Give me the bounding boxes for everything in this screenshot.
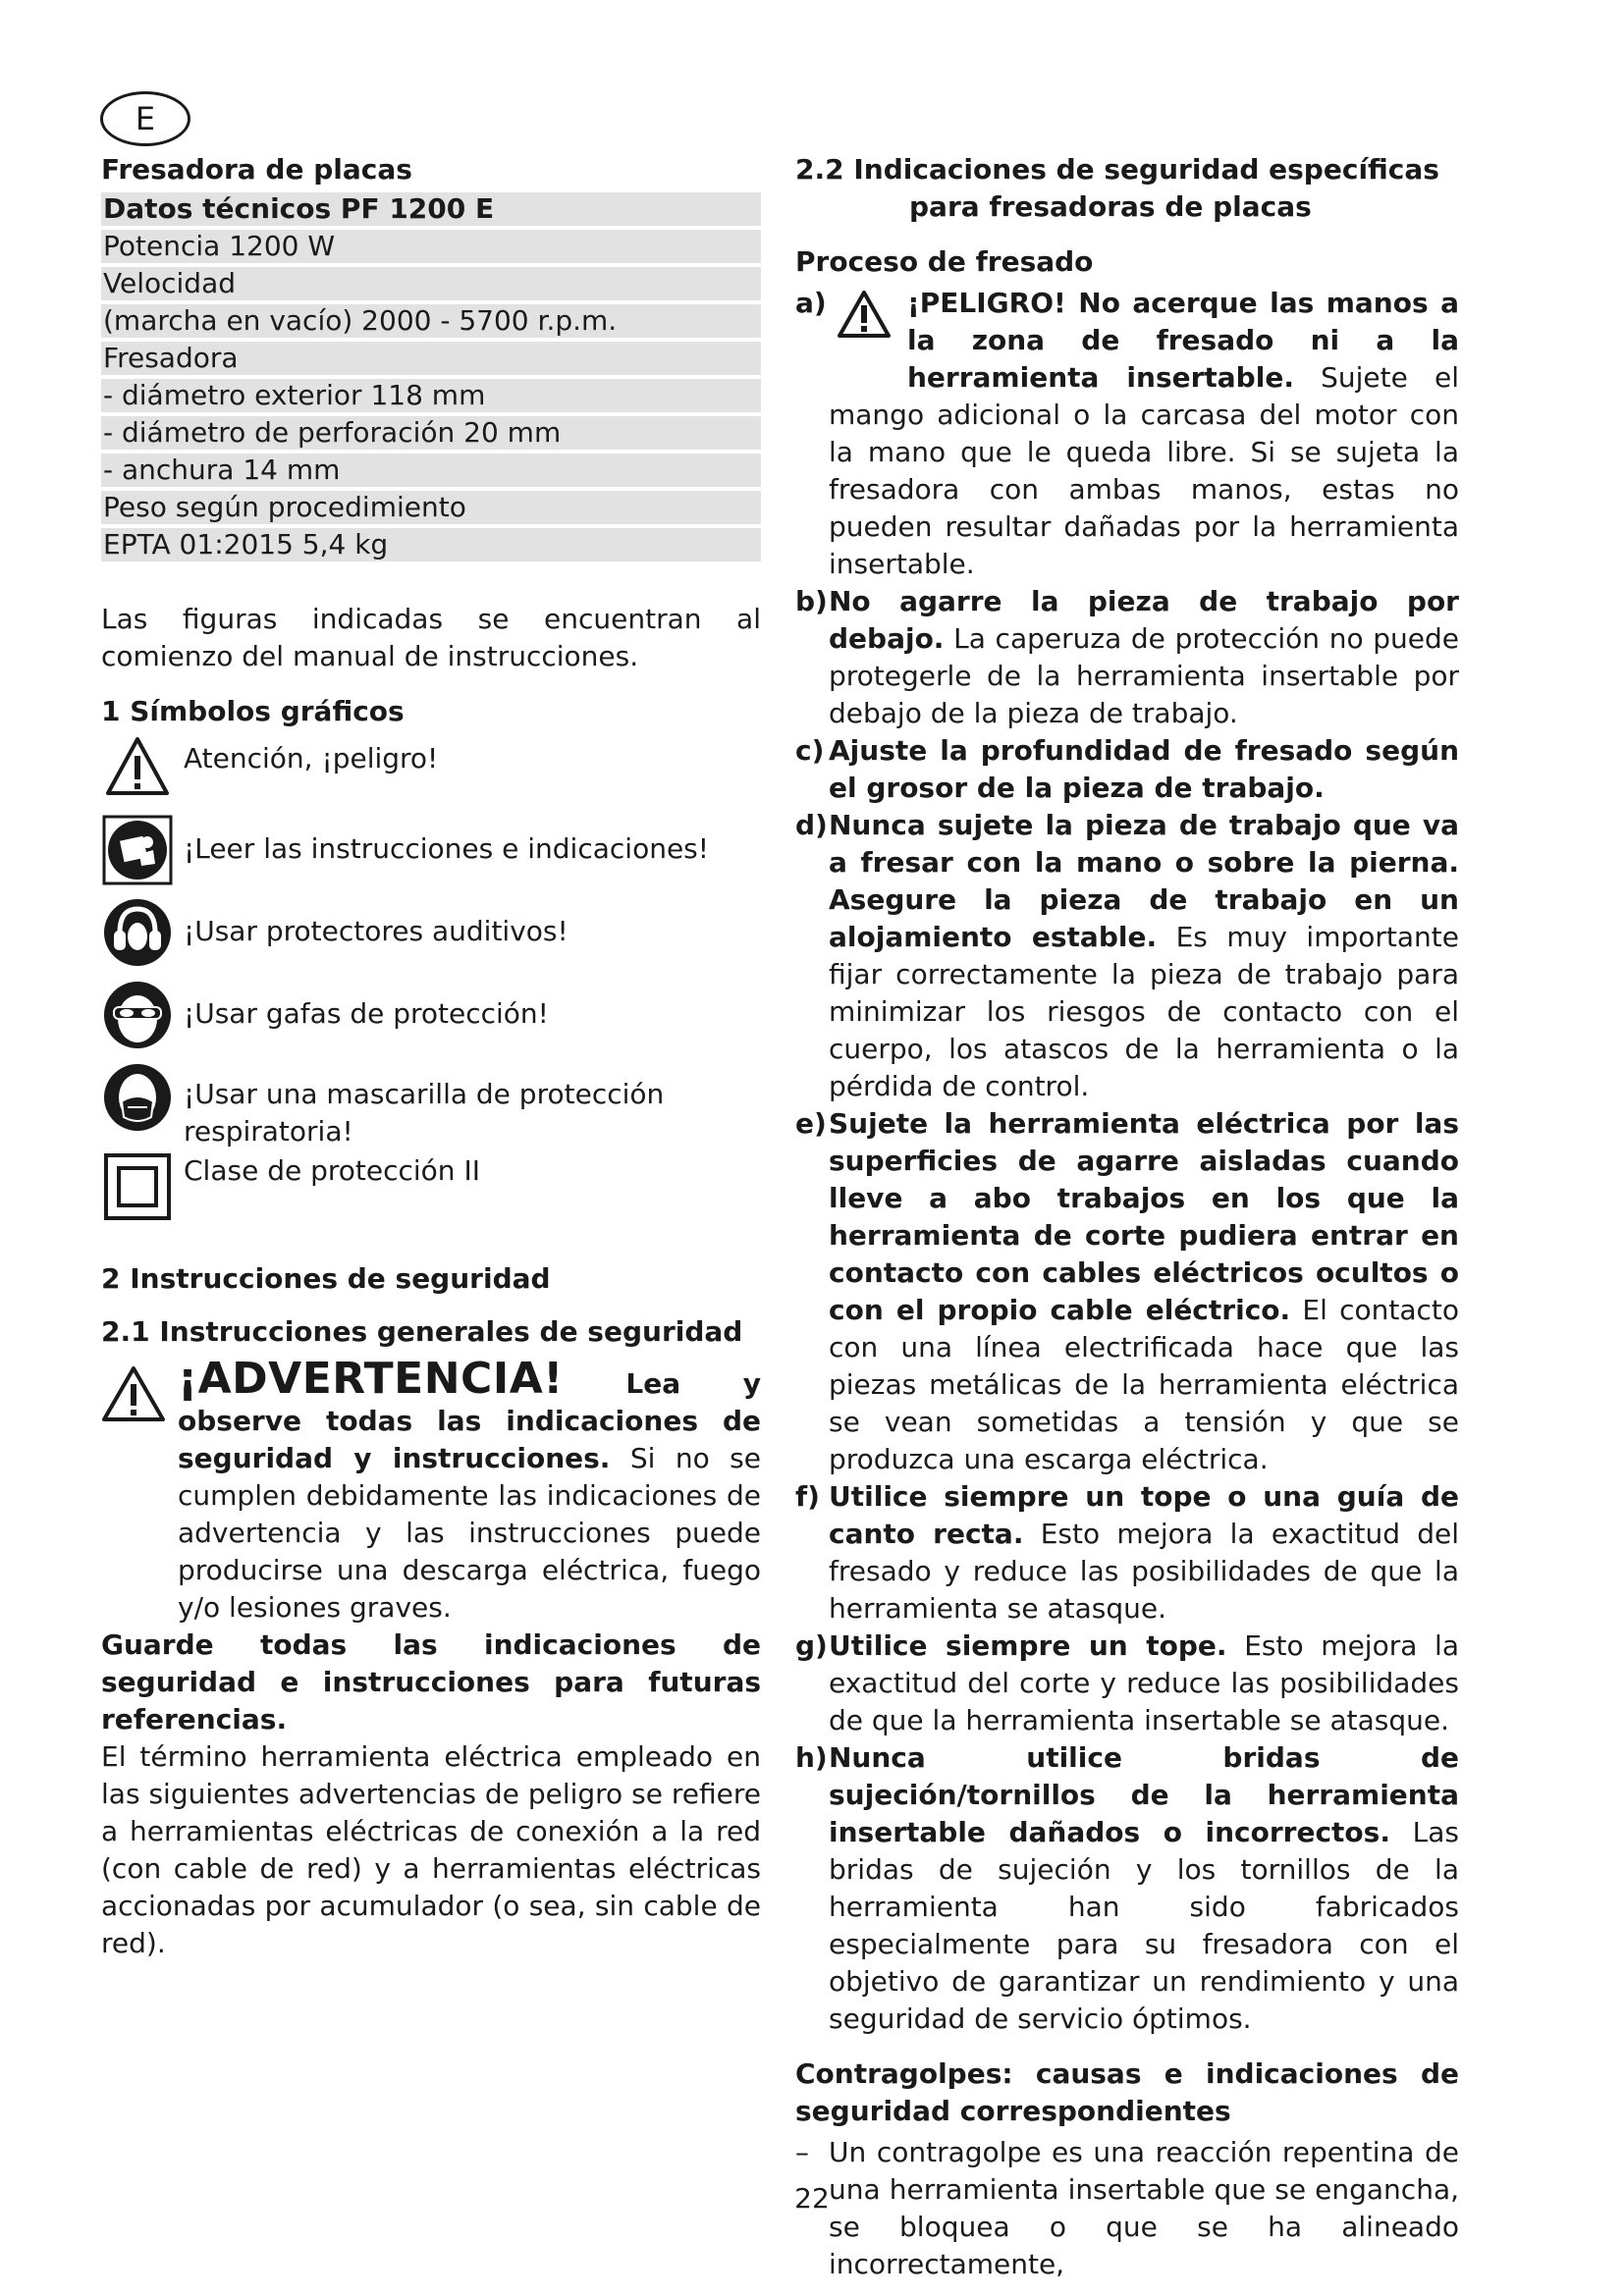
- tech-data-row: Peso según procedimiento: [101, 491, 761, 524]
- list-item-body: [829, 732, 1459, 807]
- list-item-text: Esto mejora la exactitud del corte y reduce las posibilidades de que la herramienta insertable se atasque.: [829, 1629, 1459, 1736]
- kickback-text: Un contragolpe es una reacción repentina de una herramienta insertable que se engancha, se bloquea o que se ha alineado incorrectamente,: [829, 2136, 1459, 2280]
- symbol-text: ¡Usar protectores auditivos!: [184, 915, 568, 947]
- warning-heading: ¡ADVERTENCIA!: [178, 1354, 564, 1404]
- list-item-bold: Ajuste la profundidad de fresado según el grosor de la pieza de trabajo.: [829, 734, 1459, 804]
- warning-triangle-icon: [101, 734, 174, 809]
- tech-data-row: EPTA 01:2015 5,4 kg: [101, 528, 761, 561]
- list-item-label: e): [795, 1107, 827, 1140]
- left-column: [101, 147, 761, 1962]
- respirator-icon: [101, 1062, 174, 1137]
- tech-data-header: Datos técnicos PF 1200 E: [101, 192, 761, 226]
- symbol-text: Clase de protección II: [184, 1154, 480, 1187]
- list-item-bold: Utilice siempre un tope o una guía de canto recta.: [829, 1480, 1459, 1550]
- warning-triangle-icon: [837, 289, 892, 349]
- symbol-text: Atención, ¡peligro!: [184, 742, 439, 774]
- item-a-bold: ¡PELIGRO! No acerque las manos a la zona de fresado ni a la herramienta insertable.: [907, 287, 1459, 394]
- item-a-text: [795, 285, 1459, 583]
- tech-data-row: - anchura 14 mm: [101, 454, 761, 487]
- list-item: [795, 1739, 1459, 2038]
- symbol-row: [101, 1152, 761, 1231]
- list-item-text: Es muy importante fijar correctamente la pieza de trabajo para minimizar los riesgos de contacto con el cuerpo, los atascos de la herramienta o la pérdida de control.: [829, 921, 1459, 1102]
- tech-data-row: Fresadora: [101, 342, 761, 375]
- tech-data-table: [101, 192, 761, 561]
- tech-data-row: Potencia 1200 W: [101, 230, 761, 263]
- warning-bold-text: Lea y observe todas las indicaciones de seguridad y instrucciones.: [178, 1367, 761, 1474]
- symbol-row: [101, 1062, 761, 1152]
- list-item-body: [829, 1739, 1459, 2038]
- list-item-label: f): [795, 1480, 820, 1513]
- list-item-text: Las bridas de sujeción y los tornillos de la herramienta han sido fabricados especialmente para su fresadora con el objetivo de garantizar un rendimiento y una seguridad de servicio óptimos.: [829, 1816, 1460, 2035]
- eye-protection-icon: [101, 980, 174, 1054]
- section-2-2-title-line2: para fresadoras de placas: [909, 190, 1312, 223]
- symbol-row: [101, 897, 761, 980]
- list-item-a: [795, 285, 1459, 583]
- list-item-bold: Nunca sujete la pieza de trabajo que va a fresar con la mano o sobre la pierna. Asegure la pieza de trabajo en un alojamiento estable.: [829, 809, 1459, 953]
- list-item-bold: Sujete la herramienta eléctrica por las superficies de agarre aisladas cuando lleve a abo trabajos en los que la herramienta de corte pudiera entrar en contacto con cables eléctricos ocultos o con el propio cable eléctrico.: [829, 1107, 1459, 1326]
- tech-data-row: (marcha en vacío) 2000 - 5700 r.p.m.: [101, 304, 761, 338]
- list-item-body: [829, 583, 1459, 732]
- symbols-list: [101, 734, 761, 1231]
- section-2-title: 2 Instrucciones de seguridad: [101, 1262, 551, 1295]
- tech-data-row: Velocidad: [101, 267, 761, 300]
- list-item-text: El contacto con una línea electrificada hace que las piezas metálicas de la herramienta eléctrica se vean sometidas a tensión y que se produzca una escarga eléctrica.: [829, 1294, 1460, 1475]
- list-item: [795, 1105, 1459, 1478]
- list-item: [795, 807, 1459, 1105]
- dash-bullet: –: [795, 2136, 809, 2168]
- protection-class-ii-icon: [101, 1152, 174, 1227]
- list-item-label: b): [795, 585, 828, 617]
- read-manual-icon: [101, 815, 174, 889]
- page-number: 22: [794, 2182, 830, 2215]
- general-warning-text: [178, 1354, 761, 1627]
- list-item-body: [829, 1628, 1459, 1739]
- list-item-text: Esto mejora la exactitud del fresado y reduce las posibilidades de que la herramienta se atasque.: [829, 1518, 1460, 1625]
- tech-data-row: - diámetro de perforación 20 mm: [101, 416, 761, 450]
- symbol-text: ¡Usar una mascarilla de protección respiratoria!: [184, 1078, 665, 1148]
- item-a-label: a): [795, 287, 827, 319]
- symbol-text: ¡Leer las instrucciones e indicaciones!: [184, 832, 709, 865]
- list-item-body: [829, 1105, 1459, 1478]
- item-a-body: Sujete el mango adicional o la carcasa del motor con la mano que le queda libre. Si se sujeta la fresadora con ambas manos, estas no pueden resultar dañadas por la herramienta insertable.: [829, 361, 1459, 580]
- list-item-label: c): [795, 734, 825, 767]
- list-item-bold: Nunca utilice bridas de sujeción/tornillos de la herramienta insertable dañados o incorrectos.: [829, 1741, 1459, 1848]
- list-item-label: d): [795, 809, 828, 841]
- list-item-body: [829, 807, 1459, 1105]
- keep-instructions-text: Guarde todas las indicaciones de seguridad e instrucciones para futuras referencias.: [101, 1629, 761, 1735]
- figures-note: Las figuras indicadas se encuentran al comienzo del manual de instrucciones.: [101, 603, 761, 672]
- list-item: [795, 1478, 1459, 1628]
- warning-body-text: Si no se cumplen debidamente las indicaciones de advertencia y las instrucciones puede producirse una descarga eléctrica, fuego y/o lesiones graves.: [178, 1442, 761, 1624]
- section-2-2-title: [795, 151, 1459, 226]
- section-2-1-title: 2.1 Instrucciones generales de seguridad: [101, 1315, 743, 1348]
- term-definition-text: El término herramienta eléctrica empleado en las siguientes advertencias de peligro se refiere a herramientas eléctricas de conexión a la red (con cable de red) y a herramientas eléctricas accionadas por acumulador (o sea, sin cable de red).: [101, 1740, 761, 1959]
- tech-data-row: - diámetro exterior 118 mm: [101, 379, 761, 412]
- list-item-body: [829, 1478, 1459, 1628]
- symbol-row: [101, 980, 761, 1062]
- symbol-row: [101, 734, 761, 815]
- product-title: Fresadora de placas: [101, 153, 412, 186]
- process-title: Proceso de fresado: [795, 245, 1094, 278]
- warning-triangle-icon: [101, 1364, 166, 1427]
- symbol-text: ¡Usar gafas de protección!: [184, 997, 549, 1030]
- section-1-title: 1 Símbolos gráficos: [101, 695, 405, 727]
- list-item-bold: No agarre la pieza de trabajo por debajo.: [829, 585, 1459, 655]
- list-item-label: h): [795, 1741, 828, 1774]
- right-column: [795, 147, 1459, 2283]
- symbol-row: [101, 815, 761, 897]
- kickback-title: Contragolpes: causas e indicaciones de seguridad correspondientes: [795, 2057, 1459, 2127]
- list-item: [795, 1628, 1459, 1739]
- ear-protection-icon: [101, 897, 174, 972]
- section-2-2-title-line1: 2.2 Indicaciones de seguridad específicas: [795, 153, 1439, 186]
- list-item: [795, 732, 1459, 807]
- general-warning: [101, 1354, 761, 1627]
- list-item-text: La caperuza de protección no puede protegerle de la herramienta insertable por debajo de la pieza de trabajo.: [829, 622, 1459, 729]
- language-badge: E: [100, 91, 190, 146]
- list-item-bold: Utilice siempre un tope.: [829, 1629, 1227, 1662]
- list-item-label: g): [795, 1629, 828, 1662]
- list-item: [795, 583, 1459, 732]
